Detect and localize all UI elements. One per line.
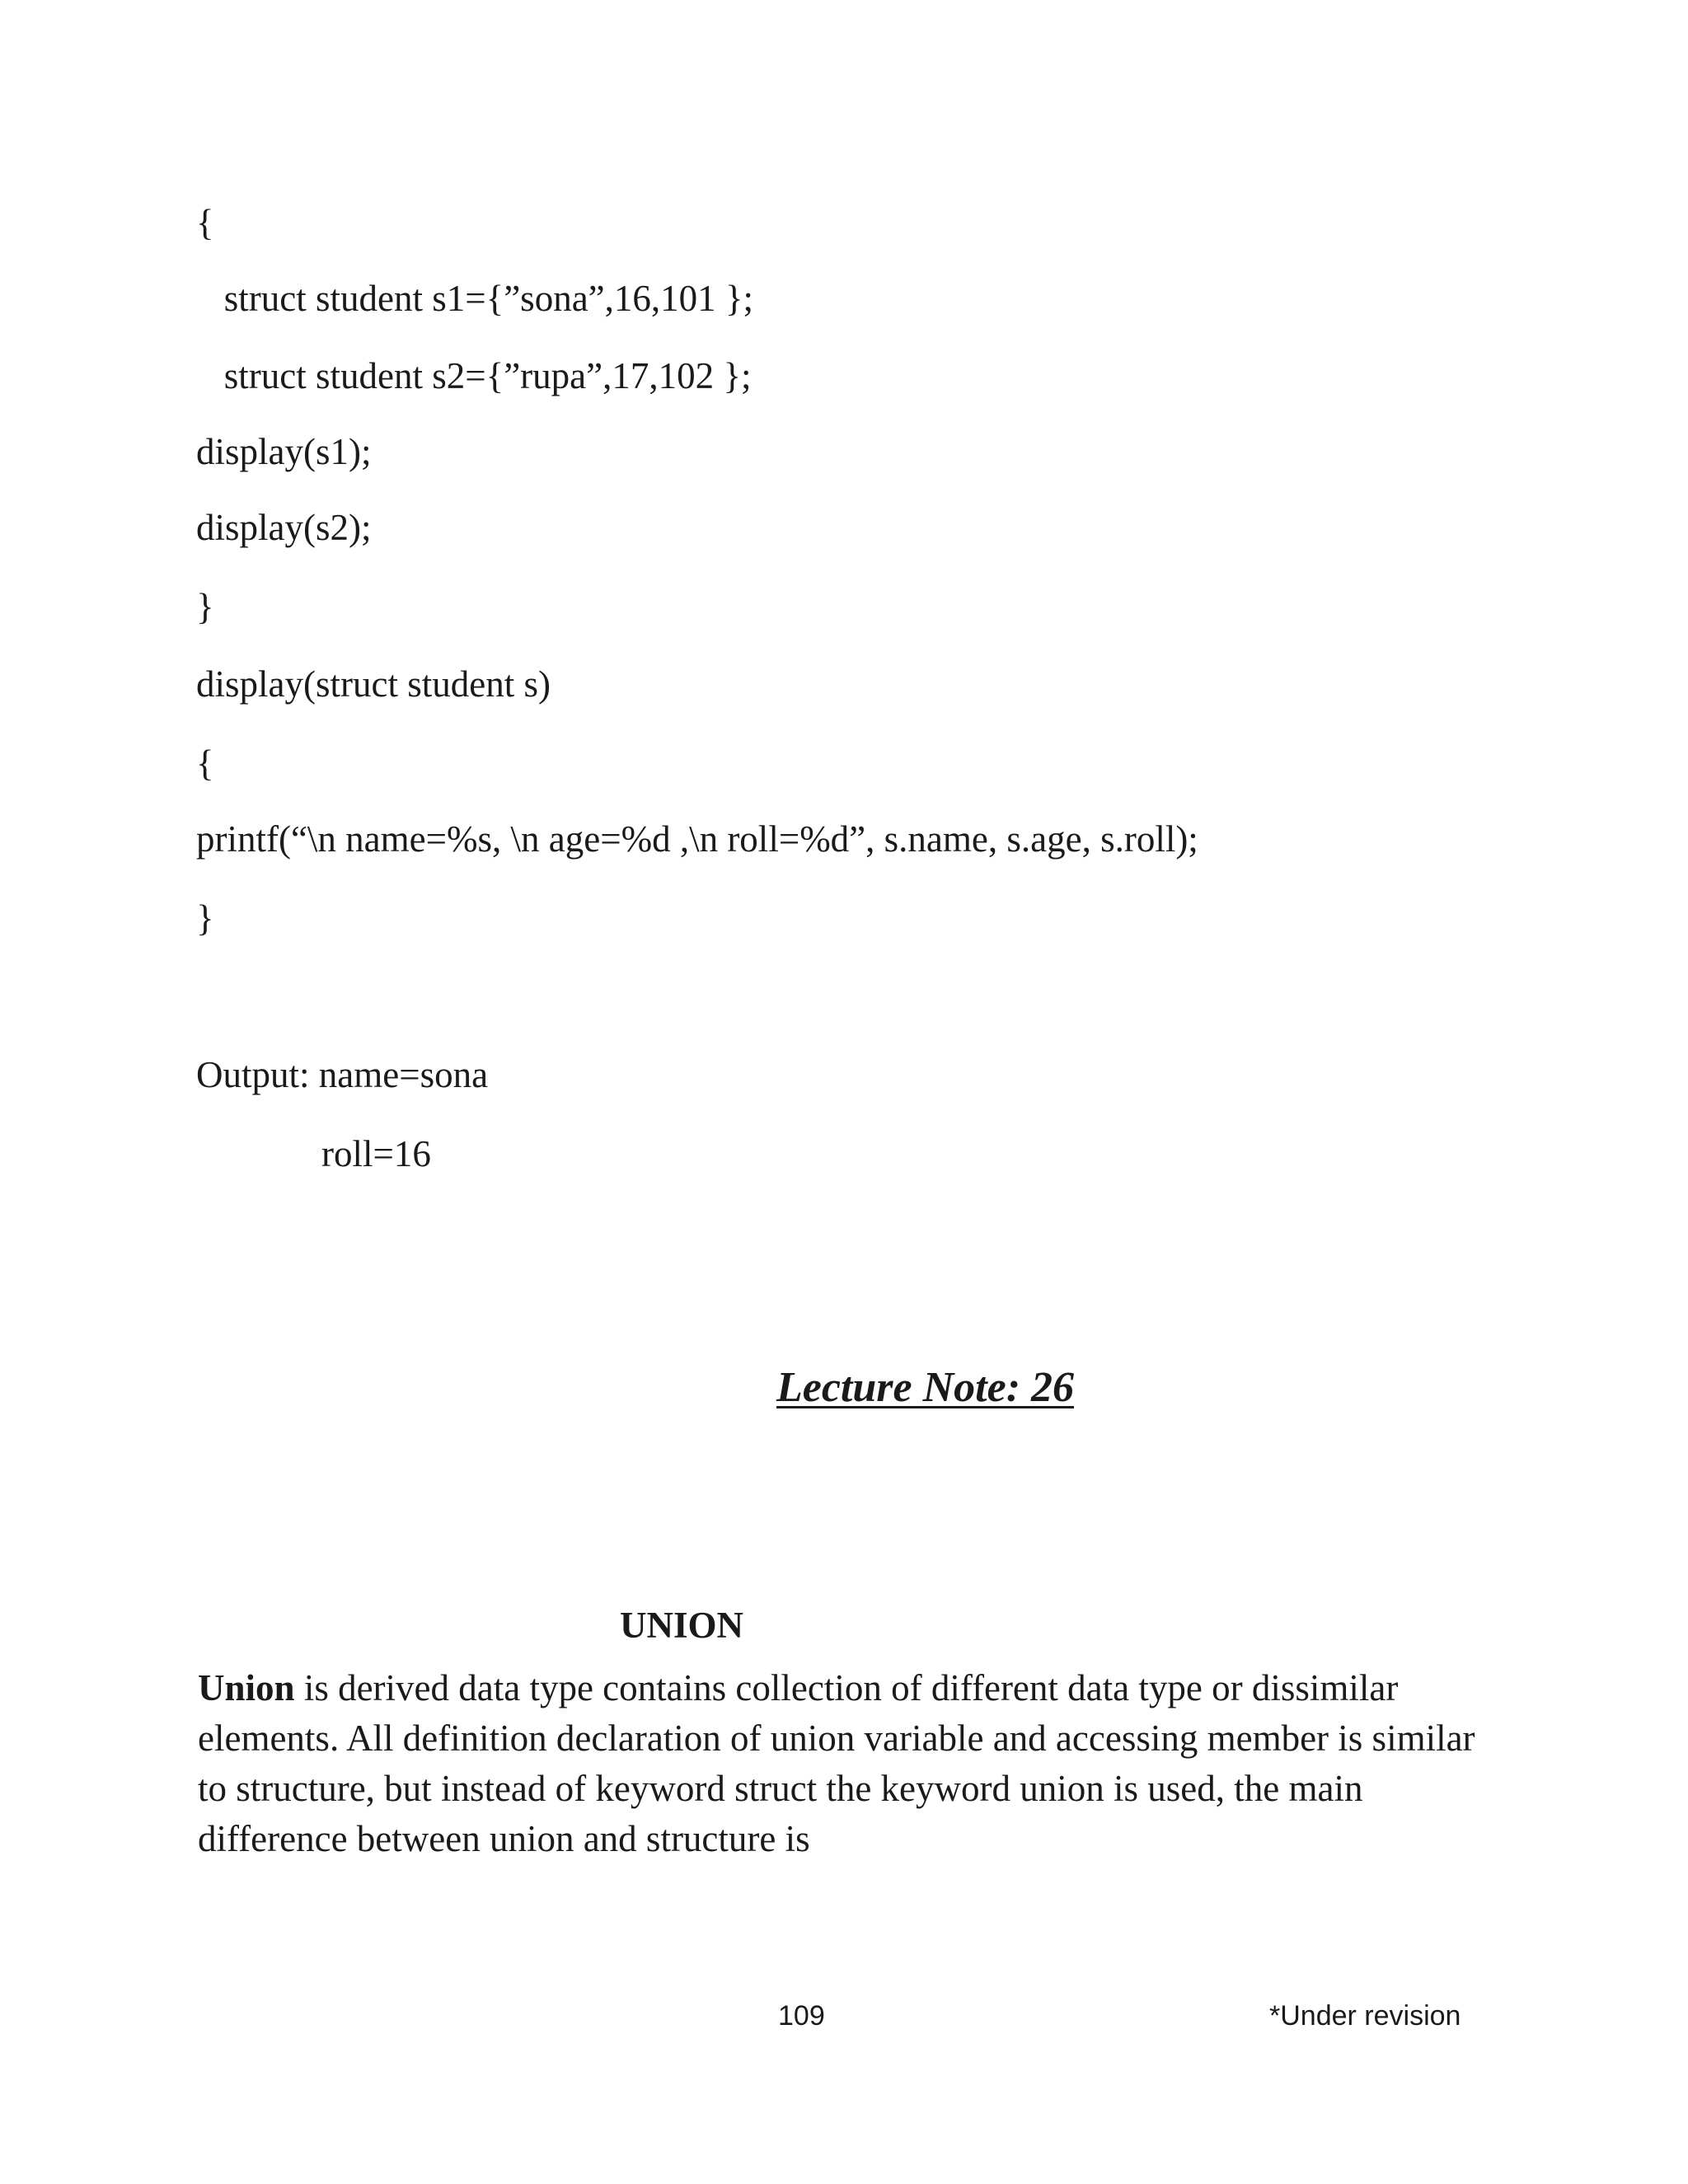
code-line: display(struct student s) [196,663,551,705]
union-definition-paragraph [198,1663,1484,1864]
code-line: display(s2); [196,507,372,548]
code-line: struct student s1={”sona”,16,101 }; [196,278,753,319]
code-line: display(s1); [196,431,372,472]
union-term: Union [198,1667,295,1708]
output-second-line: roll=16 [321,1133,431,1174]
page-number: 109 [778,2000,825,2032]
lecture-note-title: Lecture Note: 26 [776,1364,1075,1411]
revision-note: *Under revision [1269,2000,1461,2032]
code-line: { [196,743,214,784]
code-line: printf(“\n name=%s, \n age=%d ,\n roll=%d”, s.name, s.age, s.roll); [196,818,1198,860]
code-line: } [196,898,214,939]
output-label-line: Output: name=sona [196,1054,489,1095]
code-line: } [196,586,214,627]
code-line: struct student s2={”rupa”,17,102 }; [196,355,752,396]
union-definition-text: is derived data type contains collection of different data type or dissimilar elements. All definition declaration of union variable and accessing member is similar to structure, but instead of keyword struct the keyword union is used, the main difference between union and structure is [198,1667,1475,1859]
section-title: UNION [620,1605,744,1646]
code-line: { [196,202,214,243]
